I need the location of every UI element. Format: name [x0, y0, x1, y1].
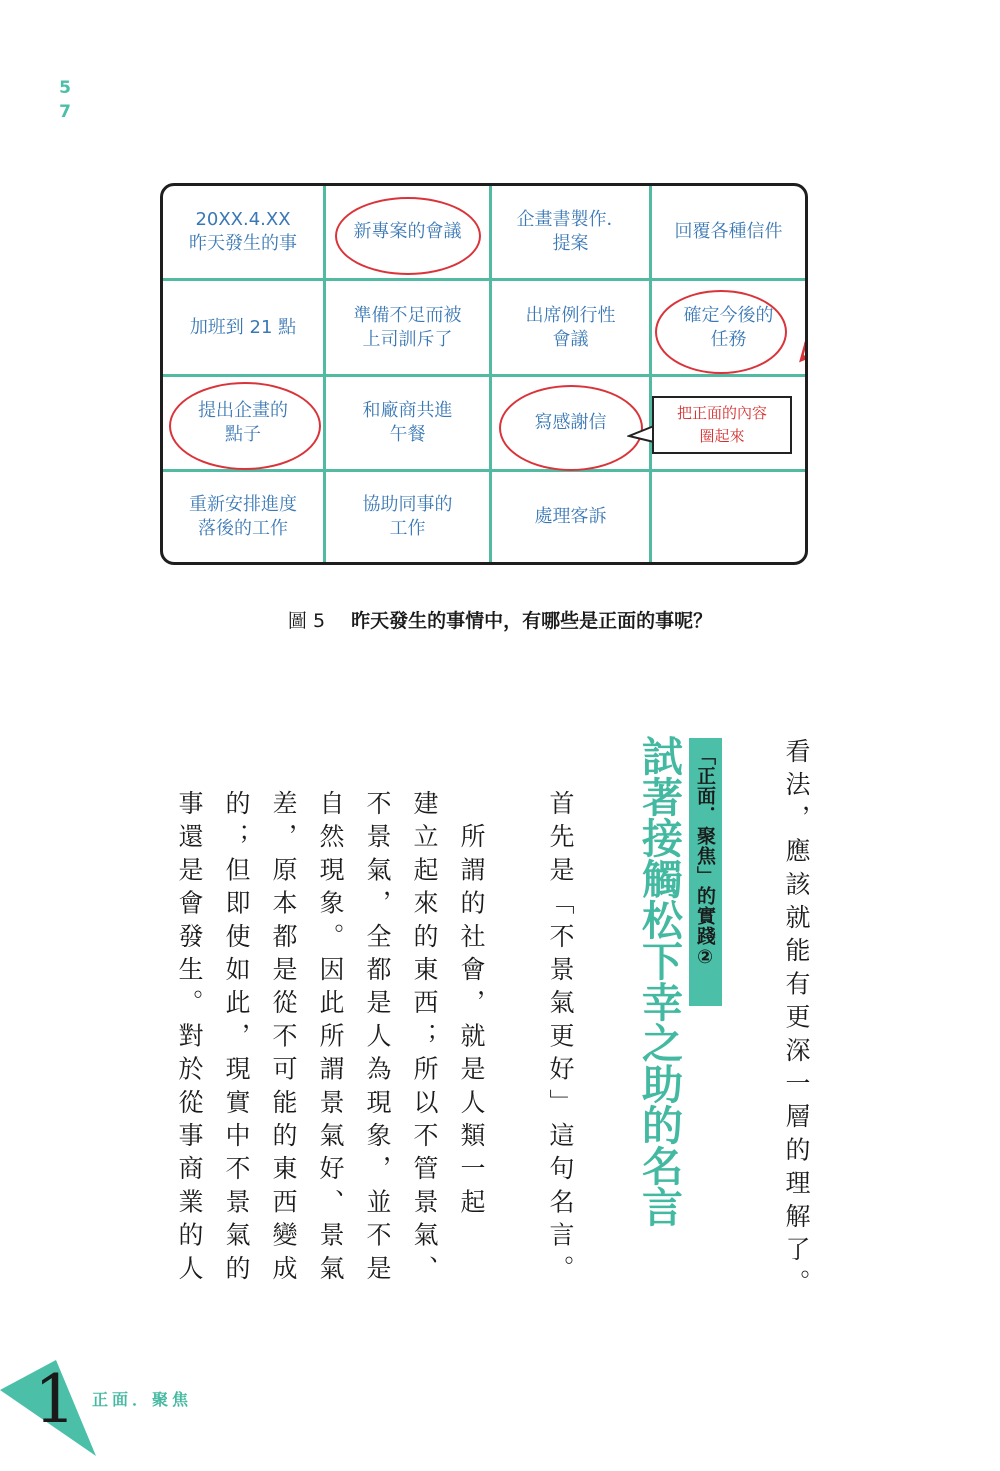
grid-cell [652, 281, 805, 377]
body-line: 差，原本都是從不可能的東西變成 [269, 790, 298, 1288]
grid-cell [326, 281, 492, 377]
section-heading: 試著接觸松下幸之助的名言 [635, 735, 683, 1227]
figure-grid [160, 183, 808, 565]
grid-cell [492, 472, 652, 562]
section-tag [689, 738, 722, 1006]
grid-cell [492, 281, 652, 377]
grid-cell [326, 472, 492, 562]
body-line: 建立起來的東西；所以不管景氣、 [410, 790, 439, 1288]
figure-caption [0, 606, 1000, 633]
grid-cell-text: 提出企畫的 點子 [198, 400, 288, 445]
caption-label: 圖 5 [287, 610, 326, 632]
grid-cell [163, 186, 326, 281]
grid-cell-text: 新專案的會議 [353, 221, 462, 242]
grid-cell [163, 377, 326, 472]
grid-cell [652, 472, 805, 562]
section-tag-text: 「正面．聚焦」的實踐② [694, 746, 716, 969]
grid-cell-text: 處理客訴 [534, 506, 607, 527]
grid-cell-text: 準備不足而被 上司訓斥了 [353, 304, 462, 350]
body-line: 事還是會發生。對於從事商業的人 [175, 790, 204, 1288]
grid-cell-text: 出席例行性 會議 [525, 304, 616, 350]
body-line: 所謂的社會，就是人類一起 [457, 790, 486, 1222]
caption-text: 昨天發生的事情中，有哪些是正面的事呢？ [351, 610, 713, 632]
body-line: 不景氣，全都是人為現象，並不是 [363, 790, 392, 1288]
grid-cell [326, 186, 492, 281]
grid-cell-text: 回覆各種信件 [674, 221, 783, 242]
body-line: 的；但即使如此，現實中不景氣的 [222, 790, 251, 1288]
grid-cell [163, 281, 326, 377]
grid-cell-text: 加班到 21 點 [189, 316, 297, 338]
grid-cell [492, 186, 652, 281]
grid-cell-text: 企畫書製作． 提案 [516, 209, 625, 254]
intro-text: 首先是「不景氣更好」這句名言。 [546, 790, 575, 1288]
chapter-title: 正面．聚焦 [92, 1390, 193, 1409]
grid-cell [163, 472, 326, 562]
chapter-number: 1 [34, 1361, 76, 1438]
pencil-icon [791, 306, 808, 370]
callout-box [652, 396, 792, 454]
grid-cell [652, 186, 805, 281]
body-line: 自然現象。因此所謂景氣好、景氣 [316, 790, 345, 1288]
grid-cell-text: 確定今後的 任務 [683, 304, 774, 350]
grid-cell-text: 寫感謝信 [534, 412, 607, 433]
grid-cell-text: 協助同事的 工作 [362, 494, 453, 539]
grid-cell [326, 377, 492, 472]
page-number: 57 [59, 78, 71, 122]
grid-cell-text: 重新安排進度 落後的工作 [189, 494, 297, 539]
grid-cell-text: 和廠商共進 午餐 [362, 400, 453, 445]
prev-paragraph-end: 看法，應該就能有更深一層的理解了。 [782, 738, 811, 1303]
grid-cell-text: 20XX.4.XX 昨天發生的事 [189, 209, 297, 254]
callout-text: 把正面的內容 圈起來 [676, 404, 767, 445]
